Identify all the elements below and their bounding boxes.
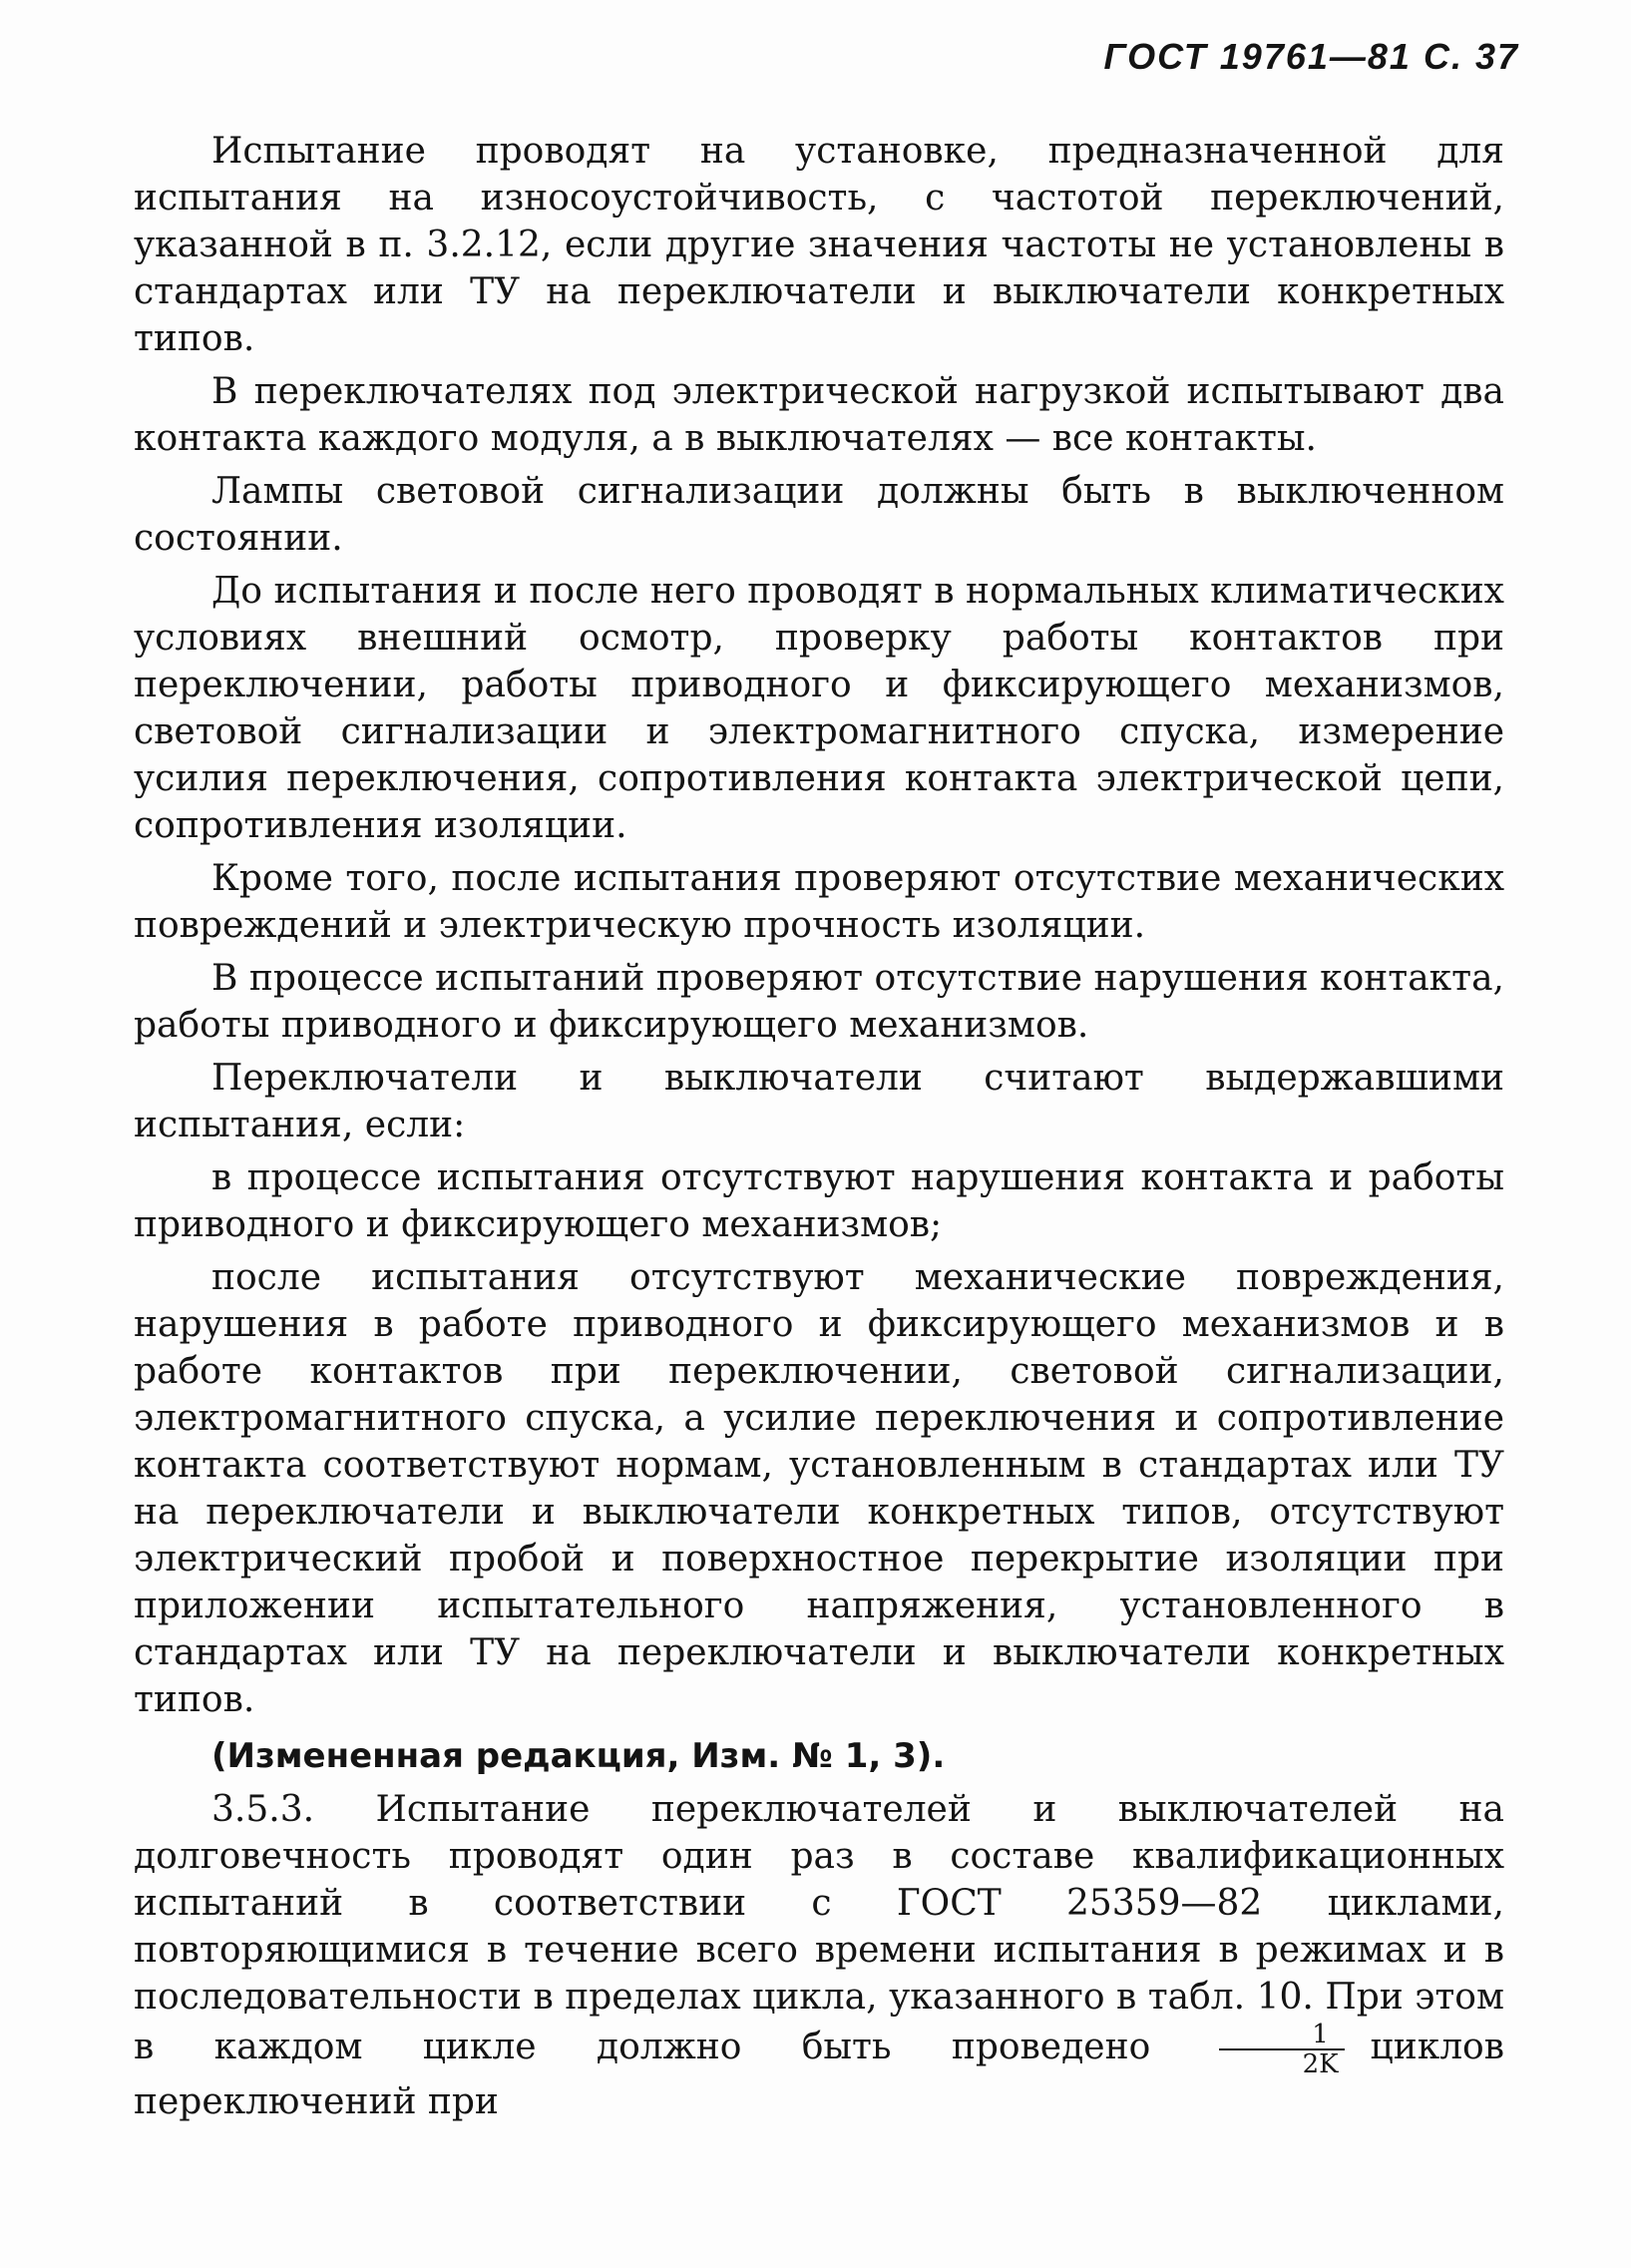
section-paragraph-3-5-3 xyxy=(134,1786,1504,2125)
paragraph: в процессе испытания отсутствуют нарушения контакта и работы приводного и фиксирующего механизмов; xyxy=(134,1157,1504,1245)
paragraph: Лампы световой сигнализации должны быть в выключенном состоянии. xyxy=(134,471,1504,559)
paragraph: Переключатели и выключатели считают выдержавшими испытания, если: xyxy=(134,1058,1504,1145)
paragraph: В процессе испытаний проверяют отсутствие нарушения контакта, работы приводного и фиксирующего механизмов. xyxy=(134,958,1504,1046)
amendment-note: (Измененная редакция, Изм. № 1, 3). xyxy=(211,1736,946,1776)
page-header: ГОСТ 19761—81 С. 37 xyxy=(1103,36,1519,77)
document-body xyxy=(134,128,1504,2125)
fraction-denominator: 2K xyxy=(1302,2049,1339,2079)
paragraph: До испытания и после него проводят в нормальных климатических условиях внешний осмотр, проверку работы контактов при переключении, работы приводного и фиксирующего механизмов, световой сигнализации и электромагнитного спуска, измерение усилия переключения, сопротивления контакта электрической цепи, сопротивления изоляции. xyxy=(134,571,1504,846)
paragraph: Кроме того, после испытания проверяют отсутствие механических повреждений и электрическую прочность изоляции. xyxy=(134,858,1504,946)
paragraph: после испытания отсутствуют механические повреждения, нарушения в работе приводного и фиксирующего механизмов и в работе контактов при переключении, световой сигнализации, электромагнитного спуска, а усилие переключения и сопротивление контакта соответствуют нормам, установленным в стандартах или ТУ на переключатели и выключатели конкретных типов, отсутствуют электрический пробой и поверхностное перекрытие изоляции при приложении испытательного напряжения, установленного в стандартах или ТУ на переключатели и выключатели конкретных типов. xyxy=(134,1257,1504,1720)
section-text: 3.5.3. Испытание переключателей и выключателей на долговечность проводят один раз в составе квалификационных испытаний в соответствии с ГОСТ 25359—82 циклами, повторяющимися в течение всего времени испытания в режимах и в последовательности в пределах цикла, указанного в табл. 10. При этом в каждом цикле должно быть проведено xyxy=(134,1789,1504,2067)
fraction-numerator: 1 xyxy=(1219,2021,1345,2050)
section-text-continued: циклов переключений при xyxy=(134,2027,1505,2122)
paragraph: В переключателях под электрической нагрузкой испытывают два контакта каждого модуля, а в выключателях — все контакты. xyxy=(134,371,1504,459)
fraction xyxy=(1219,2021,1345,2078)
paragraph: Испытание проводят на установке, предназначенной для испытания на износоустойчивость, с частотой переключений, указанной в п. 3.2.12, если другие значения частоты не установлены в стандартах или ТУ на переключатели и выключатели конкретных типов. xyxy=(134,131,1504,359)
